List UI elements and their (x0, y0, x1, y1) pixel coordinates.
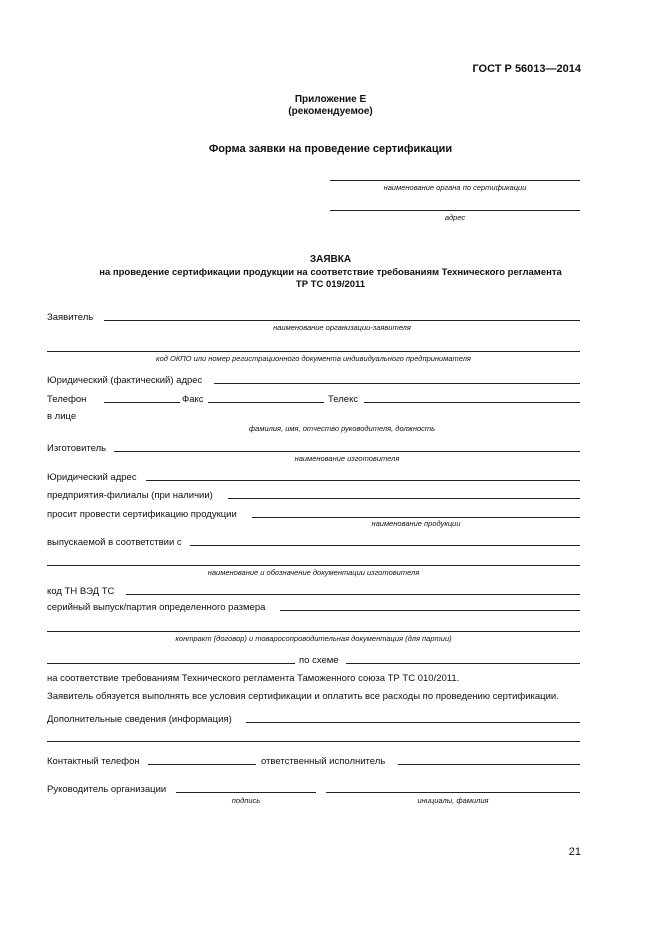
additional-line-1[interactable] (246, 722, 580, 723)
contact-phone-label: Контактный телефон (47, 756, 140, 767)
in-person-caption: фамилия, имя, отчество руководителя, должность (248, 424, 436, 433)
applicant-label: Заявитель (47, 312, 94, 323)
product-line[interactable] (252, 517, 580, 518)
application-subtitle-1: на проведение сертификации продукции на соответствие требованиям Технического регламента (99, 267, 562, 278)
appendix-title: Приложение Е (294, 94, 367, 105)
applicant-line[interactable] (104, 320, 580, 321)
standard-number: ГОСТ Р 56013—2014 (472, 63, 581, 75)
executor-label: ответственный исполнитель (261, 756, 386, 767)
authority-line[interactable] (330, 180, 580, 181)
phone-label: Телефон (47, 394, 87, 405)
docs-line[interactable] (47, 565, 580, 566)
tnved-label: код ТН ВЭД ТС (47, 586, 115, 597)
okpo-line[interactable] (47, 351, 580, 352)
authority-caption: наименование органа по сертификации (383, 183, 527, 192)
additional-line-2[interactable] (47, 741, 580, 742)
phone-line[interactable] (104, 402, 180, 403)
initials-caption: инициалы, фамилия (417, 796, 489, 805)
signature-caption: подпись (231, 796, 261, 805)
manufacturer-caption: наименование изготовителя (294, 454, 400, 463)
form-title: Форма заявки на проведение сертификации (208, 143, 453, 155)
legal-address-label: Юридический адрес (47, 472, 137, 483)
address-line[interactable] (330, 210, 580, 211)
telex-label: Телекс (328, 394, 359, 405)
product-caption: наименование продукции (371, 519, 461, 528)
legal-address-actual-line[interactable] (214, 383, 580, 384)
scheme-prefix-line[interactable] (47, 663, 295, 664)
compliance-text: на соответствие требованиям Технического регламента Таможенного союза ТР ТС 010/2011. (47, 673, 460, 684)
application-title: ЗАЯВКА (309, 254, 352, 265)
telex-line[interactable] (364, 402, 580, 403)
executor-line[interactable] (398, 764, 580, 765)
fax-label: Факс (182, 394, 204, 405)
signature-line[interactable] (176, 792, 316, 793)
request-label: просит провести сертификацию продукции (47, 509, 237, 520)
applicant-caption: наименование организации-заявителя (273, 323, 411, 332)
produced-per-label: выпускаемой в соответствии с (47, 537, 182, 548)
page-number: 21 (568, 846, 581, 858)
legal-address-actual-label: Юридический (фактический) адрес (47, 375, 203, 386)
okpo-caption: код ОКПО или номер регистрационного документа индивидуального предпринимателя (156, 354, 471, 363)
legal-address-line[interactable] (146, 480, 580, 481)
manufacturer-line[interactable] (114, 451, 580, 452)
obligation-text: Заявитель обязуется выполнять все условия сертификации и оплатить все расходы по проведению сертификации. (47, 691, 559, 702)
produced-per-line[interactable] (190, 545, 580, 546)
serial-label: серийный выпуск/партия определенного размера (47, 602, 266, 613)
branches-label: предприятия-филиалы (при наличии) (47, 490, 213, 501)
initials-line[interactable] (326, 792, 580, 793)
additional-label: Дополнительные сведения (информация) (47, 714, 232, 725)
fax-line[interactable] (208, 402, 324, 403)
serial-line[interactable] (280, 610, 580, 611)
address-caption: адрес (444, 213, 466, 222)
contract-line[interactable] (47, 631, 580, 632)
application-subtitle-2: ТР ТС 019/2011 (295, 279, 366, 290)
appendix-subtitle: (рекомендуемое) (288, 106, 373, 117)
branches-line[interactable] (228, 498, 580, 499)
in-person-label: в лице (47, 411, 77, 422)
tnved-line[interactable] (126, 594, 580, 595)
scheme-line[interactable] (346, 663, 580, 664)
contact-phone-line[interactable] (148, 764, 256, 765)
scheme-label: по схеме (299, 655, 339, 666)
contract-caption: контракт (договор) и товаросопроводительная документация (для партии) (175, 634, 452, 643)
docs-caption: наименование и обозначение документации изготовителя (207, 568, 420, 577)
head-label: Руководитель организации (47, 784, 167, 795)
manufacturer-label: Изготовитель (47, 443, 107, 454)
